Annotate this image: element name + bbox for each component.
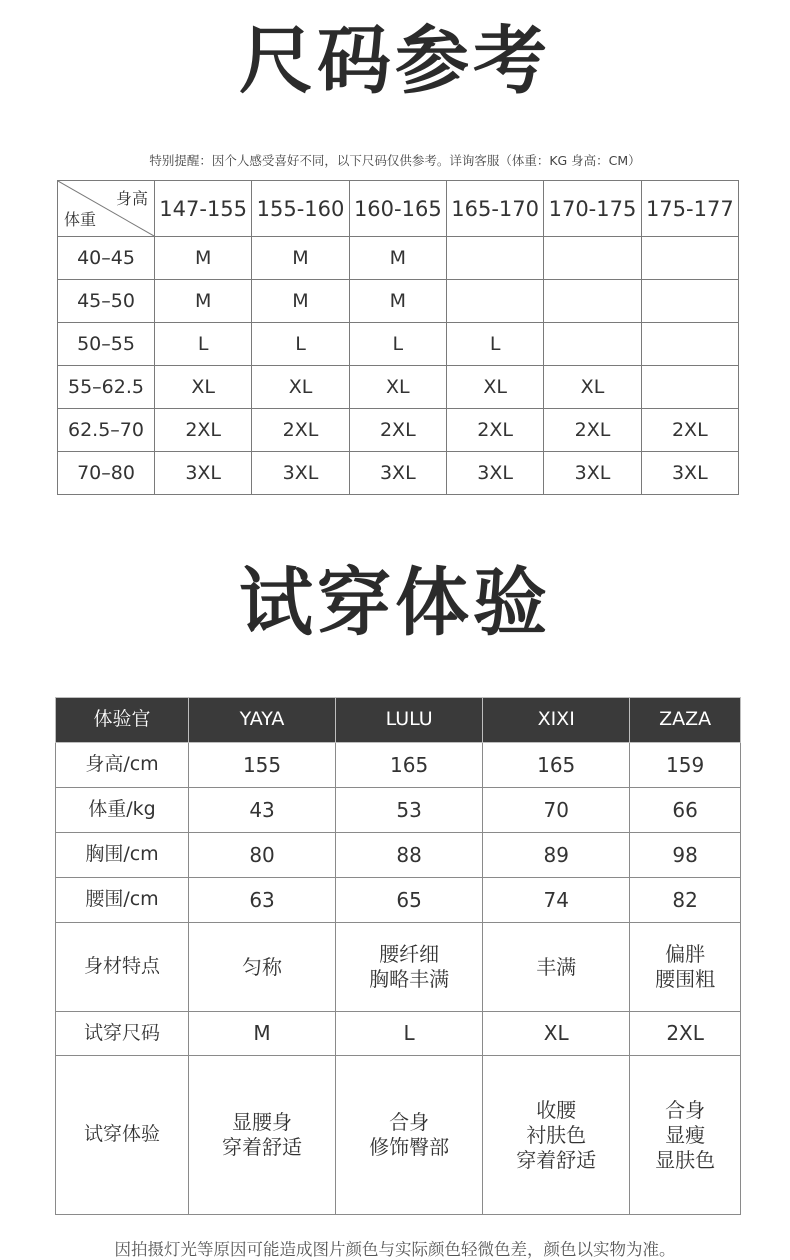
size-cell: 3XL	[155, 452, 252, 495]
size-cell: XL	[544, 366, 641, 409]
trial-row	[56, 833, 741, 878]
trial-cell: 43	[189, 788, 336, 833]
trial-cell: XL	[483, 1012, 630, 1056]
height-range: 165-170	[446, 181, 543, 237]
size-row	[58, 452, 739, 495]
trial-header-row	[56, 698, 741, 743]
size-cell: M	[252, 280, 349, 323]
height-range: 155-160	[252, 181, 349, 237]
size-cell	[641, 366, 738, 409]
size-cell: 2XL	[349, 409, 446, 452]
trial-cell: 63	[189, 878, 336, 923]
size-cell: XL	[252, 366, 349, 409]
size-cell: 3XL	[349, 452, 446, 495]
corner-height-label: 身高	[115, 189, 148, 208]
trial-row-label: 胸围/cm	[56, 833, 189, 878]
size-cell: L	[155, 323, 252, 366]
trial-cell: 显腰身 穿着舒适	[189, 1056, 336, 1215]
weight-range: 45–50	[58, 280, 155, 323]
weight-range: 40–45	[58, 237, 155, 280]
size-row	[58, 409, 739, 452]
size-cell: XL	[446, 366, 543, 409]
corner-cell	[58, 181, 155, 237]
size-cell: 3XL	[446, 452, 543, 495]
size-note: 特别提醒：因个人感受喜好不同，以下尺码仅供参考。详询客服（体重：KG 身高：CM）	[149, 153, 641, 168]
size-cell	[446, 280, 543, 323]
weight-range: 62.5–70	[58, 409, 155, 452]
height-range: 175-177	[641, 181, 738, 237]
size-cell	[641, 237, 738, 280]
color-disclaimer: 因拍摄灯光等原因可能造成图片颜色与实际颜色轻微色差，颜色以实物为准。	[114, 1240, 676, 1259]
size-cell: L	[252, 323, 349, 366]
trial-cell: 匀称	[189, 923, 336, 1012]
size-chart-table	[57, 180, 739, 495]
size-cell: M	[155, 280, 252, 323]
trial-cell: L	[336, 1012, 483, 1056]
trial-cell: 74	[483, 878, 630, 923]
trial-cell: 2XL	[630, 1012, 741, 1056]
height-range: 170-175	[544, 181, 641, 237]
trial-cell: 66	[630, 788, 741, 833]
trial-row	[56, 1056, 741, 1215]
size-cell: M	[349, 280, 446, 323]
trial-cell: 收腰 衬肤色 穿着舒适	[483, 1056, 630, 1215]
trial-cell: 89	[483, 833, 630, 878]
trial-experience-title: 试穿体验	[239, 560, 551, 646]
tester-name: LULU	[336, 698, 483, 743]
trial-cell: 165	[483, 743, 630, 788]
trial-cell: 98	[630, 833, 741, 878]
size-cell: M	[252, 237, 349, 280]
size-row	[58, 280, 739, 323]
trial-cell: 腰纤细 胸略丰满	[336, 923, 483, 1012]
trial-cell: 155	[189, 743, 336, 788]
trial-cell: 53	[336, 788, 483, 833]
trial-row	[56, 743, 741, 788]
trial-row	[56, 878, 741, 923]
size-cell	[544, 280, 641, 323]
size-cell: L	[446, 323, 543, 366]
size-cell: 2XL	[544, 409, 641, 452]
size-cell: M	[155, 237, 252, 280]
trial-cell: 70	[483, 788, 630, 833]
trial-row-label: 腰围/cm	[56, 878, 189, 923]
size-reference-title: 尺码参考	[239, 18, 551, 104]
weight-range: 50–55	[58, 323, 155, 366]
trial-cell: 80	[189, 833, 336, 878]
size-cell: M	[349, 237, 446, 280]
trial-cell: 165	[336, 743, 483, 788]
trial-cell: 82	[630, 878, 741, 923]
size-cell: 2XL	[446, 409, 543, 452]
size-cell: 3XL	[544, 452, 641, 495]
trial-row	[56, 1012, 741, 1056]
trial-cell: 合身 显瘦 显肤色	[630, 1056, 741, 1215]
height-range: 147-155	[155, 181, 252, 237]
weight-range: 55–62.5	[58, 366, 155, 409]
tester-name: XIXI	[483, 698, 630, 743]
trial-cell: M	[189, 1012, 336, 1056]
size-cell	[641, 280, 738, 323]
trial-table	[55, 697, 741, 1215]
size-cell: XL	[349, 366, 446, 409]
size-cell	[544, 323, 641, 366]
size-cell	[641, 323, 738, 366]
size-row	[58, 366, 739, 409]
size-cell: L	[349, 323, 446, 366]
trial-row-label: 试穿尺码	[56, 1012, 189, 1056]
height-range: 160-165	[349, 181, 446, 237]
size-cell: 3XL	[641, 452, 738, 495]
size-cell	[446, 237, 543, 280]
size-cell	[544, 237, 641, 280]
size-row	[58, 237, 739, 280]
trial-row	[56, 923, 741, 1012]
trial-row-label: 身材特点	[56, 923, 189, 1012]
trial-cell: 65	[336, 878, 483, 923]
trial-cell: 88	[336, 833, 483, 878]
size-cell: 3XL	[252, 452, 349, 495]
corner-weight-label: 体重	[64, 210, 97, 229]
tester-name: ZAZA	[630, 698, 741, 743]
size-cell: XL	[155, 366, 252, 409]
size-cell: 2XL	[155, 409, 252, 452]
trial-cell: 丰满	[483, 923, 630, 1012]
trial-header-label: 体验官	[56, 698, 189, 743]
trial-row-label: 试穿体验	[56, 1056, 189, 1215]
size-cell: 2XL	[641, 409, 738, 452]
trial-row-label: 体重/kg	[56, 788, 189, 833]
trial-row-label: 身高/cm	[56, 743, 189, 788]
size-cell: 2XL	[252, 409, 349, 452]
tester-name: YAYA	[189, 698, 336, 743]
size-header-row	[58, 181, 739, 237]
size-row	[58, 323, 739, 366]
trial-row	[56, 788, 741, 833]
trial-cell: 偏胖 腰围粗	[630, 923, 741, 1012]
trial-cell: 159	[630, 743, 741, 788]
weight-range: 70–80	[58, 452, 155, 495]
trial-cell: 合身 修饰臀部	[336, 1056, 483, 1215]
